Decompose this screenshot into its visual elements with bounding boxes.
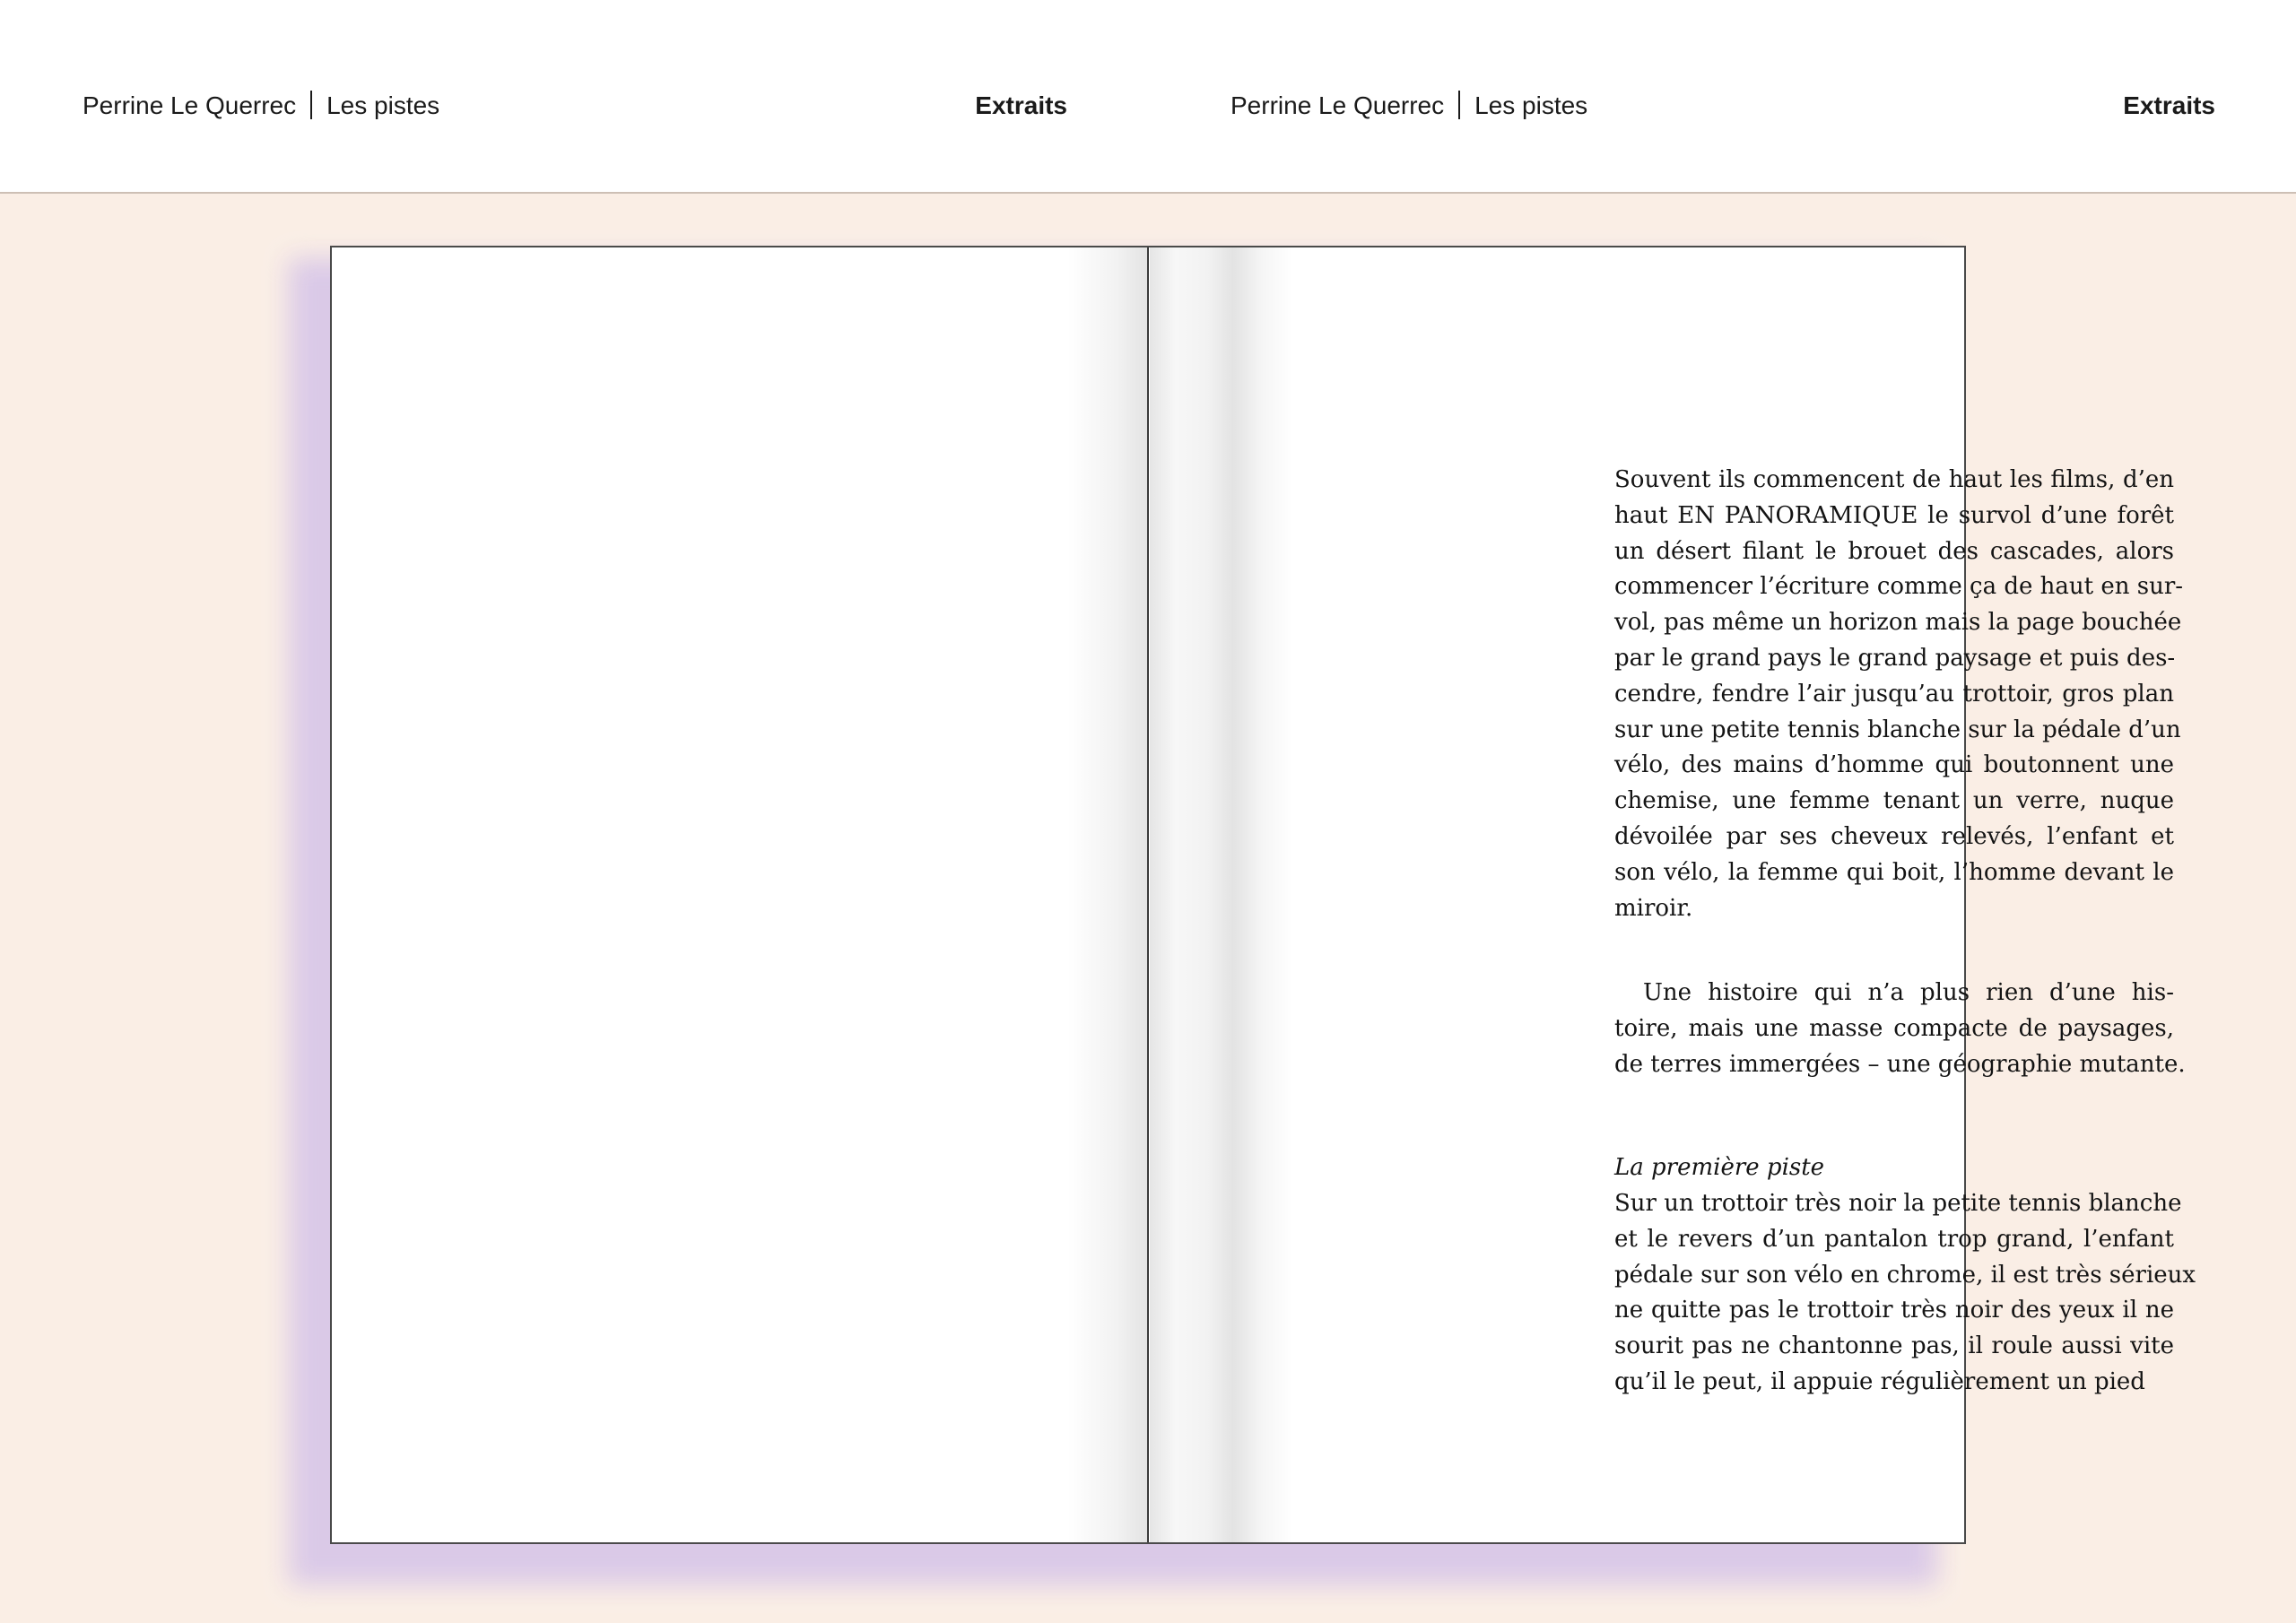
header-left [83, 86, 1067, 126]
text-line: sourit pas ne chantonne pas, il roule aussi vite [1614, 1332, 2174, 1360]
open-book[interactable] [330, 246, 2196, 1544]
paragraph-1 [1614, 463, 2184, 926]
text-line: toire, mais une masse compacte de paysages, [1614, 1014, 2174, 1042]
paragraph-3 [1614, 1186, 2196, 1401]
book-spine [1147, 247, 1149, 1542]
text-line: par le grand pays le grand paysage et puis des- [1614, 644, 2176, 672]
text-line: et le revers d’un pantalon trop grand, l’enfant [1614, 1225, 2174, 1253]
left-page[interactable] [332, 247, 1148, 1542]
text-line: chemise, une femme tenant un verre, nuque [1614, 787, 2174, 815]
text-line: Souvent ils commencent de haut les films, d’en [1614, 466, 2174, 493]
byline-divider [310, 91, 312, 119]
text-line: vol, pas même un horizon mais la page bouchée [1614, 609, 2182, 637]
text-line: cendre, fendre l’air jusqu’au trottoir, gros plan [1614, 680, 2174, 707]
book-title: Les pistes [326, 91, 440, 119]
paragraph-2 [1614, 976, 2186, 1082]
header-right [1231, 86, 2215, 126]
byline-right [1231, 86, 1587, 126]
byline-divider [1458, 91, 1460, 119]
book-title: Les pistes [1474, 91, 1588, 119]
text-line: son vélo, la femme qui boit, l’homme devant le [1614, 858, 2174, 886]
text-line: un désert filant le brouet des cascades, alors [1614, 537, 2174, 565]
text-line: miroir. [1614, 894, 1693, 922]
text-line: de terres immergées – une géographie mutante. [1614, 1050, 2186, 1078]
extraits-link[interactable]: Extraits [2123, 91, 2215, 119]
text-line: vélo, des mains d’homme qui boutonnent une [1614, 751, 2174, 779]
text-line: sur une petite tennis blanche sur la pédale d’un [1614, 716, 2181, 743]
text-line: qu’il le peut, il appuie régulièrement un pied [1614, 1367, 2145, 1395]
extraits-link[interactable]: Extraits [975, 91, 1067, 119]
text-line: commencer l’écriture comme ça de haut en sur- [1614, 573, 2184, 601]
gutter-shadow-right [1150, 247, 1293, 1542]
author-name: Perrine Le Querrec [83, 91, 297, 119]
author-name: Perrine Le Querrec [1231, 91, 1445, 119]
right-page[interactable] [1150, 247, 2196, 1542]
gutter-shadow-left [1067, 247, 1148, 1542]
text-line: Sur un trottoir très noir la petite tennis blanche [1614, 1190, 2182, 1217]
byline-left [83, 86, 439, 126]
section-title: La première piste [1614, 1154, 1825, 1181]
text-line: dévoilée par ses cheveux relevés, l’enfant et [1614, 822, 2174, 850]
book-stage [0, 195, 2296, 1623]
text-line: ne quitte pas le trottoir très noir des yeux il ne [1614, 1297, 2174, 1324]
top-header-bar [0, 0, 2296, 194]
text-line: pédale sur son vélo en chrome, il est très sérieux [1614, 1261, 2196, 1289]
text-line: haut EN PANORAMIQUE le survol d’une forêt [1614, 501, 2174, 529]
text-line: Une histoire qui n’a plus rien d’une his- [1643, 979, 2174, 1006]
